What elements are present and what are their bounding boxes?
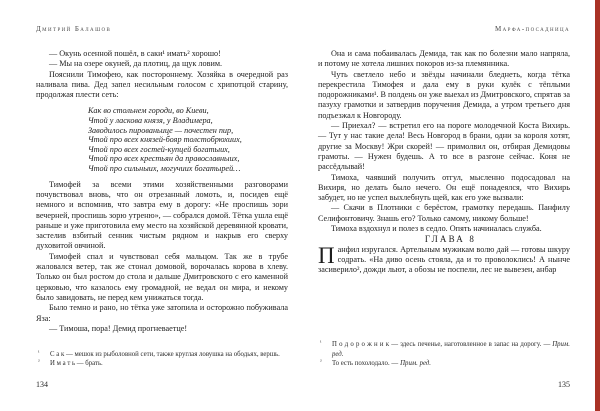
paragraph: Пояснили Тимофею, как постороннему. Хозяйка в очередной раз наливала пива. Дед запел несильным голосом с хрипотцой старину, продолжая плести сеть: [36, 69, 288, 100]
left-footnotes [36, 350, 288, 369]
footnote-marker: ¹ [320, 340, 322, 347]
verse-line: Чтой про сильныих, могучиих богатырей… [88, 164, 241, 174]
footnote-marker: ² [320, 359, 322, 366]
page-number: 134 [36, 380, 48, 389]
drop-cap: П [318, 242, 335, 268]
running-header-title: Марфа-посадница [495, 25, 570, 33]
right-page [300, 0, 600, 411]
footnote [36, 359, 288, 369]
footnote [318, 359, 570, 369]
right-page-body [318, 49, 570, 276]
footnote-text: То есть похолодало. — [332, 360, 399, 368]
chapter-heading: ГЛАВА 8 [424, 234, 477, 245]
running-header-author: Дмитрий Балашов [36, 25, 112, 33]
paragraph-text: анфил изругался. Артельным мужикам волю дай — готовы шкуру содрать. «На диво осень стояла, да и то проволоклись! А нынче засиверило², дожди льют, а обозы не поспели, лес не вывезен, анбар [318, 244, 570, 275]
paragraph: Она и сама побаивалась Демида, так как по болезни мало напряла, и потому не хотела лишних покоров из-за племянника. [318, 49, 570, 69]
verse-line: Заводилось пированьице — почестен пир, [88, 125, 234, 135]
dialogue-line: — Мы на озере окуней, да плотиц, да щук ловим. [49, 59, 223, 69]
dialogue-line: — Тимоша, пора! Демид прогневаетце! [49, 323, 188, 333]
footnote-marker: ² [38, 359, 40, 366]
folk-song-verse [88, 106, 288, 173]
verse-line: Чтой у ласкова князя, у Владимера, [88, 116, 213, 126]
footnote [318, 340, 570, 359]
verse-line: Чтой про всех крестьян да православныих, [88, 154, 240, 164]
paragraph: Чуть светлело небо и звёзды начинали бледнеть, когда тётка перекрестила Тимофея и дала ему в руки кулёк с тёплыми подорожниками¹. В полдень он уже выехал из Дмитровского, спрятав за пазуху грамотки и затвердив поручения Демида, а утром третьего дня подъезжал к Новгороду. [318, 69, 570, 120]
dialogue-line: — Скачи в Плотники с берёстом, грамотку передашь. Панфилу Селифонтовичу. Знашь его? Только самому, никому больше! [318, 203, 570, 223]
footnote [36, 350, 288, 360]
footnote-text: П о д о р о ж н и к — здесь печенье, наготовленное в запас на дорогу. — [332, 341, 551, 349]
dialogue-line: — Окунь осенной пошёл, в саки¹ имать² хорошо! [49, 49, 221, 58]
paragraph: Тимоха вздохнул и полез в седло. Опять начиналась служба. [331, 224, 542, 234]
edge-accent-bar [595, 0, 600, 411]
verse-line: Как во стольнем городи, во Киеви, [88, 106, 209, 116]
verse-line: Чтой про всех гостей-купцей богатыих, [88, 144, 230, 154]
verse-line: Чтой про всех князей-бояр толстобрюхиих, [88, 135, 242, 145]
footnote-text: С а к — мешок из рыболовной сети, также круглая ловушка на ободьях, вершь. [50, 350, 280, 358]
right-footnotes [318, 340, 570, 369]
left-page-body [36, 49, 288, 334]
footnote-note: Прим. ред. [332, 341, 570, 358]
paragraph: Тимофей за всеми этими хозяйственными разговорами почувствовал вновь, что он отрезанный ломоть, и, посидев ещё немного и вспомнив, что завтра ему в дорогу: «Не проспишь зори вечерней, проспишь зорю утреню», — собрался домой. Тётка ушла ещё раньше и уже приготовила ему место на хозяйской деревянной кровати, застелив взбитый сенник чистым рядном и накрыв его сверху духовитой овчиной. [36, 179, 288, 251]
page-number: 135 [558, 380, 570, 389]
chapter-opening-paragraph [318, 242, 570, 276]
footnote-marker: ¹ [38, 349, 40, 356]
footnote-text: И м а т ь — брать. [50, 360, 103, 368]
dialogue-line: — Приехал? — встретил его на пороге молодечной Коста Вихирь. — Тут у нас такие дела! Весь Новгород в брани, одни за короля хотят, другие за Москву! Жри скорей! — примолвил он, отбирая Демидовы грамоты. — Нужен будешь. А то все в разгоне сейчас. Коня не рассёдлывай! [318, 121, 570, 172]
paragraph: Тимофей спал и чувствовал себя мальцом. Так же в трубе жаловался ветер, так же стонал домовой, ворочалась корова в хлеву. Только он был ростом до стола и дальше Дмитровского с его каменной церковью, что казалось ему громадной, не ведал он мира, и некому было завидовать, не перед кем унижаться тогда. [36, 251, 288, 302]
footnote-note: Прим. ред. [400, 360, 431, 368]
paragraph: Тимоха, чаявший получить отгул, мысленно подосадовал на Вихиря, но делать было нечего. Он ещё понадеялся, что Вихирь забудет, но не успел выхлебнуть щей, как его уже вызвали: [318, 172, 570, 203]
paragraph: Было темно и рано, но тётка уже затопила и осторожно побуживала Яза: [36, 303, 288, 323]
